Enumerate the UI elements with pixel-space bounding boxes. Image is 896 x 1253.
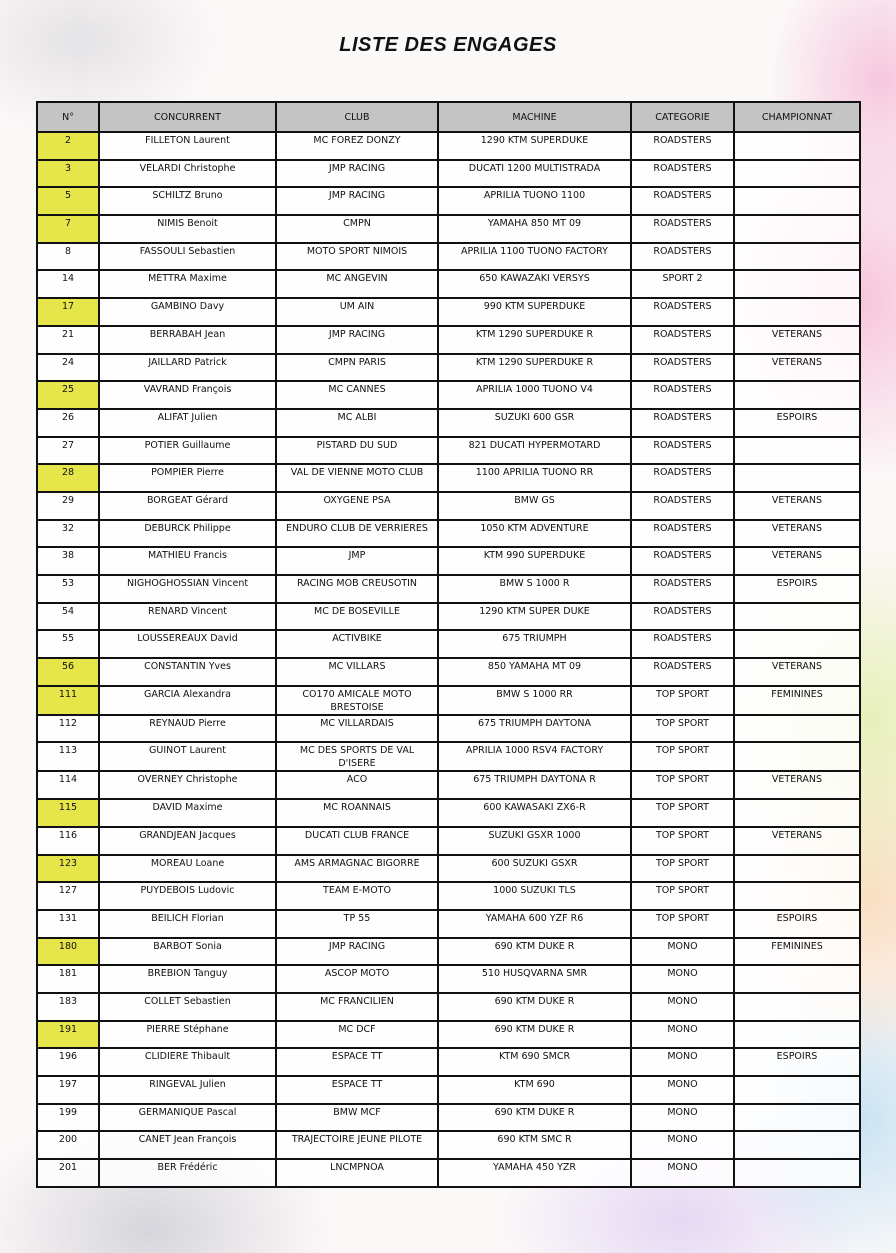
cell-competitor: FILLETON Laurent: [99, 132, 276, 160]
cell-category: TOP SPORT: [631, 742, 734, 771]
cell-category: ROADSTERS: [631, 464, 734, 492]
cell-machine: KTM 690: [438, 1076, 631, 1104]
cell-club: RACING MOB CREUSOTIN: [276, 575, 438, 603]
cell-championship: [734, 270, 860, 298]
cell-machine: 650 KAWAZAKI VERSYS: [438, 270, 631, 298]
cell-championship: [734, 742, 860, 771]
cell-machine: 600 SUZUKI GSXR: [438, 855, 631, 883]
cell-competitor: BREBION Tanguy: [99, 965, 276, 993]
cell-competitor: JAILLARD Patrick: [99, 354, 276, 382]
cell-club: MC VILLARS: [276, 658, 438, 686]
cell-category: TOP SPORT: [631, 827, 734, 855]
cell-category: ROADSTERS: [631, 520, 734, 548]
cell-championship: [734, 799, 860, 827]
cell-club: MC VILLARDAIS: [276, 715, 438, 743]
cell-competitor: BEILICH Florian: [99, 910, 276, 938]
cell-club: MC FOREZ DONZY: [276, 132, 438, 160]
table-row: [37, 1021, 860, 1049]
cell-championship: [734, 215, 860, 243]
cell-category: ROADSTERS: [631, 298, 734, 326]
cell-machine: BMW GS: [438, 492, 631, 520]
cell-category: MONO: [631, 993, 734, 1021]
cell-machine: 690 KTM DUKE R: [438, 993, 631, 1021]
cell-competitor: CONSTANTIN Yves: [99, 658, 276, 686]
cell-championship: [734, 993, 860, 1021]
cell-number: 53: [37, 575, 99, 603]
cell-club: CMPN: [276, 215, 438, 243]
cell-championship: ESPOIRS: [734, 1048, 860, 1076]
cell-competitor: POTIER Guillaume: [99, 437, 276, 465]
cell-club: CMPN PARIS: [276, 354, 438, 382]
table-row: [37, 1159, 860, 1187]
cell-competitor: PIERRE Stéphane: [99, 1021, 276, 1049]
header-championship: CHAMPIONNAT: [734, 102, 860, 132]
cell-machine: 821 DUCATI HYPERMOTARD: [438, 437, 631, 465]
cell-competitor: BARBOT Sonia: [99, 938, 276, 966]
cell-club: ACO: [276, 771, 438, 799]
table-row: [37, 855, 860, 883]
table-row: [37, 965, 860, 993]
cell-competitor: NIGHOGHOSSIAN Vincent: [99, 575, 276, 603]
cell-machine: 675 TRIUMPH DAYTONA R: [438, 771, 631, 799]
cell-championship: VETERANS: [734, 827, 860, 855]
cell-competitor: GERMANIQUE Pascal: [99, 1104, 276, 1132]
cell-club: ACTIVBIKE: [276, 630, 438, 658]
cell-number: 28: [37, 464, 99, 492]
cell-number: 27: [37, 437, 99, 465]
cell-machine: KTM 990 SUPERDUKE: [438, 547, 631, 575]
cell-championship: [734, 1021, 860, 1049]
cell-machine: KTM 1290 SUPERDUKE R: [438, 354, 631, 382]
cell-club: JMP: [276, 547, 438, 575]
cell-competitor: CANET Jean François: [99, 1131, 276, 1159]
cell-number: 55: [37, 630, 99, 658]
cell-championship: [734, 603, 860, 631]
cell-championship: [734, 630, 860, 658]
cell-championship: VETERANS: [734, 354, 860, 382]
table-row: [37, 492, 860, 520]
table-row: [37, 799, 860, 827]
cell-machine: BMW S 1000 RR: [438, 686, 631, 715]
cell-club: MC ROANNAIS: [276, 799, 438, 827]
cell-competitor: METTRA Maxime: [99, 270, 276, 298]
cell-category: ROADSTERS: [631, 215, 734, 243]
cell-competitor: CLIDIERE Thibault: [99, 1048, 276, 1076]
cell-competitor: VAVRAND François: [99, 381, 276, 409]
cell-competitor: RENARD Vincent: [99, 603, 276, 631]
cell-championship: [734, 160, 860, 188]
cell-club: JMP RACING: [276, 938, 438, 966]
cell-competitor: BORGEAT Gérard: [99, 492, 276, 520]
cell-number: 14: [37, 270, 99, 298]
table-row: [37, 270, 860, 298]
cell-club: TP 55: [276, 910, 438, 938]
cell-category: TOP SPORT: [631, 910, 734, 938]
table-row: [37, 160, 860, 188]
table-row: [37, 243, 860, 271]
table-row: [37, 827, 860, 855]
cell-machine: APRILIA TUONO 1100: [438, 187, 631, 215]
cell-machine: 675 TRIUMPH: [438, 630, 631, 658]
cell-club: MC ANGEVIN: [276, 270, 438, 298]
cell-championship: FEMININES: [734, 686, 860, 715]
cell-machine: APRILIA 1000 RSV4 FACTORY: [438, 742, 631, 771]
cell-number: 127: [37, 882, 99, 910]
table-body: [37, 132, 860, 1187]
cell-number: 116: [37, 827, 99, 855]
cell-championship: VETERANS: [734, 771, 860, 799]
header-number: N°: [37, 102, 99, 132]
cell-number: 200: [37, 1131, 99, 1159]
cell-club: JMP RACING: [276, 160, 438, 188]
cell-machine: 690 KTM DUKE R: [438, 1104, 631, 1132]
cell-competitor: FASSOULI Sebastien: [99, 243, 276, 271]
header-category: CATEGORIE: [631, 102, 734, 132]
cell-championship: [734, 1131, 860, 1159]
cell-category: ROADSTERS: [631, 547, 734, 575]
page-title: LISTE DES ENGAGES: [339, 34, 557, 56]
cell-category: ROADSTERS: [631, 409, 734, 437]
cell-category: MONO: [631, 1076, 734, 1104]
cell-competitor: MATHIEU Francis: [99, 547, 276, 575]
cell-category: ROADSTERS: [631, 437, 734, 465]
cell-machine: 1290 KTM SUPER DUKE: [438, 603, 631, 631]
cell-competitor: DAVID Maxime: [99, 799, 276, 827]
cell-category: ROADSTERS: [631, 326, 734, 354]
cell-number: 8: [37, 243, 99, 271]
cell-championship: FEMININES: [734, 938, 860, 966]
cell-club: MC ALBI: [276, 409, 438, 437]
cell-number: 38: [37, 547, 99, 575]
cell-competitor: BERRABAH Jean: [99, 326, 276, 354]
cell-category: MONO: [631, 965, 734, 993]
cell-club: LNCMPNOA: [276, 1159, 438, 1187]
cell-championship: [734, 1104, 860, 1132]
cell-category: TOP SPORT: [631, 686, 734, 715]
cell-championship: [734, 298, 860, 326]
cell-competitor: BER Frédéric: [99, 1159, 276, 1187]
cell-category: ROADSTERS: [631, 354, 734, 382]
cell-category: ROADSTERS: [631, 603, 734, 631]
cell-club: OXYGENE PSA: [276, 492, 438, 520]
cell-machine: DUCATI 1200 MULTISTRADA: [438, 160, 631, 188]
cell-machine: 850 YAMAHA MT 09: [438, 658, 631, 686]
cell-championship: [734, 882, 860, 910]
cell-category: ROADSTERS: [631, 658, 734, 686]
cell-club: JMP RACING: [276, 187, 438, 215]
cell-category: TOP SPORT: [631, 882, 734, 910]
cell-category: TOP SPORT: [631, 771, 734, 799]
table-row: [37, 187, 860, 215]
header-competitor: CONCURRENT: [99, 102, 276, 132]
cell-championship: VETERANS: [734, 326, 860, 354]
cell-club: PISTARD DU SUD: [276, 437, 438, 465]
cell-competitor: GARCIA Alexandra: [99, 686, 276, 715]
cell-competitor: LOUSSEREAUX David: [99, 630, 276, 658]
table-row: [37, 603, 860, 631]
cell-machine: YAMAHA 600 YZF R6: [438, 910, 631, 938]
header-machine: MACHINE: [438, 102, 631, 132]
cell-club: DUCATI CLUB FRANCE: [276, 827, 438, 855]
header-club: CLUB: [276, 102, 438, 132]
cell-club: JMP RACING: [276, 326, 438, 354]
table-row: [37, 910, 860, 938]
cell-competitor: PUYDEBOIS Ludovic: [99, 882, 276, 910]
cell-number: 131: [37, 910, 99, 938]
cell-competitor: GRANDJEAN Jacques: [99, 827, 276, 855]
cell-number: 111: [37, 686, 99, 715]
table-row: [37, 658, 860, 686]
cell-machine: 600 KAWASAKI ZX6-R: [438, 799, 631, 827]
cell-club: UM AIN: [276, 298, 438, 326]
cell-championship: [734, 1159, 860, 1187]
cell-number: 181: [37, 965, 99, 993]
cell-club: BMW MCF: [276, 1104, 438, 1132]
entries-table-container: [36, 101, 859, 1188]
cell-championship: ESPOIRS: [734, 910, 860, 938]
table-row: [37, 686, 860, 715]
cell-championship: [734, 132, 860, 160]
cell-club: MC DE BOSEVILLE: [276, 603, 438, 631]
table-row: [37, 1104, 860, 1132]
cell-category: MONO: [631, 938, 734, 966]
cell-club: MC FRANCILIEN: [276, 993, 438, 1021]
cell-club: TRAJECTOIRE JEUNE PILOTE: [276, 1131, 438, 1159]
cell-machine: 690 KTM DUKE R: [438, 1021, 631, 1049]
cell-championship: [734, 187, 860, 215]
cell-club: CO170 AMICALE MOTO BRESTOISE: [276, 686, 438, 715]
cell-championship: [734, 855, 860, 883]
cell-number: 56: [37, 658, 99, 686]
cell-machine: 675 TRIUMPH DAYTONA: [438, 715, 631, 743]
cell-number: 196: [37, 1048, 99, 1076]
cell-machine: 1100 APRILIA TUONO RR: [438, 464, 631, 492]
cell-number: 17: [37, 298, 99, 326]
entries-table: [36, 101, 861, 1188]
cell-club: MC DCF: [276, 1021, 438, 1049]
cell-number: 201: [37, 1159, 99, 1187]
table-row: [37, 771, 860, 799]
cell-machine: 510 HUSQVARNA SMR: [438, 965, 631, 993]
cell-competitor: GAMBINO Davy: [99, 298, 276, 326]
cell-championship: [734, 381, 860, 409]
cell-number: 2: [37, 132, 99, 160]
cell-machine: 690 KTM SMC R: [438, 1131, 631, 1159]
cell-championship: [734, 243, 860, 271]
cell-category: MONO: [631, 1104, 734, 1132]
cell-category: ROADSTERS: [631, 160, 734, 188]
cell-club: VAL DE VIENNE MOTO CLUB: [276, 464, 438, 492]
cell-number: 197: [37, 1076, 99, 1104]
table-row: [37, 409, 860, 437]
cell-category: ROADSTERS: [631, 630, 734, 658]
cell-championship: ESPOIRS: [734, 409, 860, 437]
cell-number: 191: [37, 1021, 99, 1049]
cell-number: 114: [37, 771, 99, 799]
table-row: [37, 882, 860, 910]
cell-competitor: OVERNEY Christophe: [99, 771, 276, 799]
cell-number: 180: [37, 938, 99, 966]
cell-competitor: GUINOT Laurent: [99, 742, 276, 771]
cell-championship: [734, 965, 860, 993]
cell-competitor: VELARDI Christophe: [99, 160, 276, 188]
cell-club: MOTO SPORT NIMOIS: [276, 243, 438, 271]
cell-number: 7: [37, 215, 99, 243]
table-row: [37, 742, 860, 771]
table-header-row: [37, 102, 860, 132]
cell-number: 115: [37, 799, 99, 827]
cell-number: 32: [37, 520, 99, 548]
cell-category: ROADSTERS: [631, 492, 734, 520]
cell-club: TEAM E-MOTO: [276, 882, 438, 910]
table-row: [37, 1076, 860, 1104]
table-row: [37, 1131, 860, 1159]
cell-competitor: DEBURCK Philippe: [99, 520, 276, 548]
cell-club: ESPACE TT: [276, 1076, 438, 1104]
cell-machine: YAMAHA 850 MT 09: [438, 215, 631, 243]
cell-championship: [734, 437, 860, 465]
cell-competitor: NIMIS Benoit: [99, 215, 276, 243]
cell-number: 183: [37, 993, 99, 1021]
cell-number: 199: [37, 1104, 99, 1132]
cell-category: MONO: [631, 1048, 734, 1076]
cell-category: MONO: [631, 1159, 734, 1187]
cell-competitor: REYNAUD Pierre: [99, 715, 276, 743]
table-row: [37, 1048, 860, 1076]
cell-machine: 1050 KTM ADVENTURE: [438, 520, 631, 548]
table-row: [37, 938, 860, 966]
cell-number: 25: [37, 381, 99, 409]
table-row: [37, 547, 860, 575]
table-row: [37, 298, 860, 326]
cell-championship: [734, 464, 860, 492]
cell-number: 5: [37, 187, 99, 215]
table-row: [37, 630, 860, 658]
cell-championship: [734, 1076, 860, 1104]
table-row: [37, 575, 860, 603]
cell-category: ROADSTERS: [631, 575, 734, 603]
cell-club: AMS ARMAGNAC BIGORRE: [276, 855, 438, 883]
cell-number: 112: [37, 715, 99, 743]
cell-competitor: SCHILTZ Bruno: [99, 187, 276, 215]
cell-category: TOP SPORT: [631, 855, 734, 883]
cell-competitor: COLLET Sebastien: [99, 993, 276, 1021]
cell-number: 123: [37, 855, 99, 883]
cell-category: SPORT 2: [631, 270, 734, 298]
table-row: [37, 215, 860, 243]
table-row: [37, 437, 860, 465]
cell-club: ESPACE TT: [276, 1048, 438, 1076]
cell-club: MC CANNES: [276, 381, 438, 409]
cell-machine: 1000 SUZUKI TLS: [438, 882, 631, 910]
table-row: [37, 132, 860, 160]
cell-machine: BMW S 1000 R: [438, 575, 631, 603]
cell-club: ENDURO CLUB DE VERRIERES: [276, 520, 438, 548]
table-row: [37, 354, 860, 382]
cell-machine: APRILIA 1000 TUONO V4: [438, 381, 631, 409]
cell-championship: VETERANS: [734, 658, 860, 686]
cell-competitor: RINGEVAL Julien: [99, 1076, 276, 1104]
cell-competitor: ALIFAT Julien: [99, 409, 276, 437]
cell-machine: 1290 KTM SUPERDUKE: [438, 132, 631, 160]
table-row: [37, 520, 860, 548]
cell-club: MC DES SPORTS DE VAL D'ISERE: [276, 742, 438, 771]
cell-number: 54: [37, 603, 99, 631]
cell-machine: 690 KTM DUKE R: [438, 938, 631, 966]
cell-machine: YAMAHA 450 YZR: [438, 1159, 631, 1187]
table-row: [37, 715, 860, 743]
cell-category: MONO: [631, 1021, 734, 1049]
cell-number: 24: [37, 354, 99, 382]
cell-category: TOP SPORT: [631, 715, 734, 743]
cell-category: TOP SPORT: [631, 799, 734, 827]
cell-club: ASCOP MOTO: [276, 965, 438, 993]
cell-category: ROADSTERS: [631, 132, 734, 160]
cell-number: 3: [37, 160, 99, 188]
cell-category: ROADSTERS: [631, 381, 734, 409]
cell-number: 21: [37, 326, 99, 354]
cell-competitor: POMPIER Pierre: [99, 464, 276, 492]
cell-competitor: MOREAU Loane: [99, 855, 276, 883]
table-row: [37, 326, 860, 354]
cell-championship: [734, 715, 860, 743]
cell-machine: 990 KTM SUPERDUKE: [438, 298, 631, 326]
cell-championship: ESPOIRS: [734, 575, 860, 603]
cell-number: 26: [37, 409, 99, 437]
cell-machine: APRILIA 1100 TUONO FACTORY: [438, 243, 631, 271]
cell-category: MONO: [631, 1131, 734, 1159]
cell-machine: KTM 1290 SUPERDUKE R: [438, 326, 631, 354]
table-row: [37, 993, 860, 1021]
cell-championship: VETERANS: [734, 492, 860, 520]
cell-category: ROADSTERS: [631, 187, 734, 215]
cell-number: 113: [37, 742, 99, 771]
cell-championship: VETERANS: [734, 520, 860, 548]
cell-machine: SUZUKI GSXR 1000: [438, 827, 631, 855]
cell-category: ROADSTERS: [631, 243, 734, 271]
cell-machine: KTM 690 SMCR: [438, 1048, 631, 1076]
table-row: [37, 381, 860, 409]
cell-championship: VETERANS: [734, 547, 860, 575]
cell-number: 29: [37, 492, 99, 520]
table-row: [37, 464, 860, 492]
cell-machine: SUZUKI 600 GSR: [438, 409, 631, 437]
